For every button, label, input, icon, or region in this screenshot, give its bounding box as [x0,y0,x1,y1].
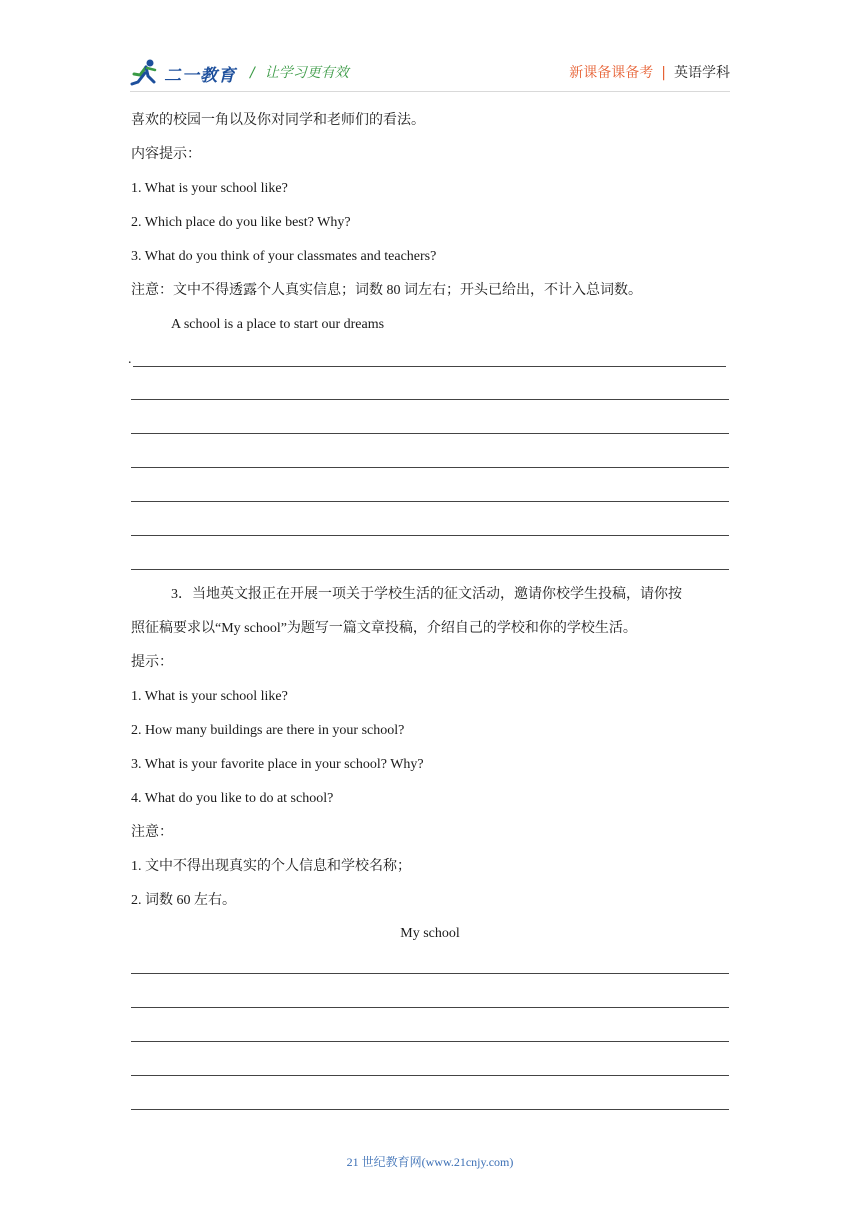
writing-line[interactable] [131,399,729,400]
task3-question-3: 3. What is your favorite place in your school? Why? [131,757,424,772]
question-3: 3. What do you think of your classmates and teachers? [131,249,437,264]
first-line-dot: . [128,352,132,367]
header-subject [569,62,730,82]
essay-title: My school [400,926,460,941]
intro-text: 喜欢的校园一角以及你对同学和老师们的看法。 [131,113,425,128]
task3-question-2: 2. How many buildings are there in your school? [131,723,405,738]
writing-line[interactable] [131,501,729,502]
writing-line[interactable] [133,366,726,367]
header-course-label: 新课备课备考 [569,65,654,81]
task3-prompt-line2: 照征稿要求以“My school”为题写一篇文章投稿，介绍自己的学校和你的学校生活。 [131,621,637,636]
question-1: 1. What is your school like? [131,181,288,196]
slogan-text: 让学习更有效 [264,65,349,81]
writing-line[interactable] [131,535,729,536]
writing-line[interactable] [131,1007,729,1008]
task3-hint-title: 提示： [131,655,173,670]
header-separator: | [661,65,666,81]
writing-line[interactable] [131,569,729,570]
writing-line[interactable] [131,467,729,468]
task3-question-1: 1. What is your school like? [131,689,288,704]
question-2: 2. Which place do you like best? Why? [131,215,351,230]
task3-note-1: 1. 文中不得出现真实的个人信息和学校名称； [131,859,411,874]
essay-opening: A school is a place to start our dreams [171,317,385,332]
logo [130,56,236,90]
slogan-divider: / [250,65,255,81]
writing-line[interactable] [131,1075,729,1076]
writing-line[interactable] [131,973,729,974]
note-text: 注意：文中不得透露个人真实信息；词数 80 词左右；开头已给出，不计入总词数。 [131,283,642,298]
writing-line[interactable] [131,433,729,434]
task3-prompt-line1: 3．当地英文报正在开展一项关于学校生活的征文活动，邀请你校学生投稿，请你按 [171,587,682,602]
header-divider [130,91,730,92]
page-header [130,56,730,92]
header-subject-label: 英语学科 [674,65,730,81]
page-footer: 21 世纪教育网(www.21cnjy.com) [346,1155,514,1169]
task3-question-4: 4. What do you like to do at school? [131,791,334,806]
slogan [250,62,349,82]
writing-line[interactable] [131,1109,729,1110]
logo-text: 二一教育 [164,65,236,86]
hint-title: 内容提示： [131,147,201,162]
runner-logo-icon [130,58,160,88]
task3-note-title: 注意： [131,825,173,840]
task3-note-2: 2. 词数 60 左右。 [131,893,236,908]
writing-line[interactable] [131,1041,729,1042]
